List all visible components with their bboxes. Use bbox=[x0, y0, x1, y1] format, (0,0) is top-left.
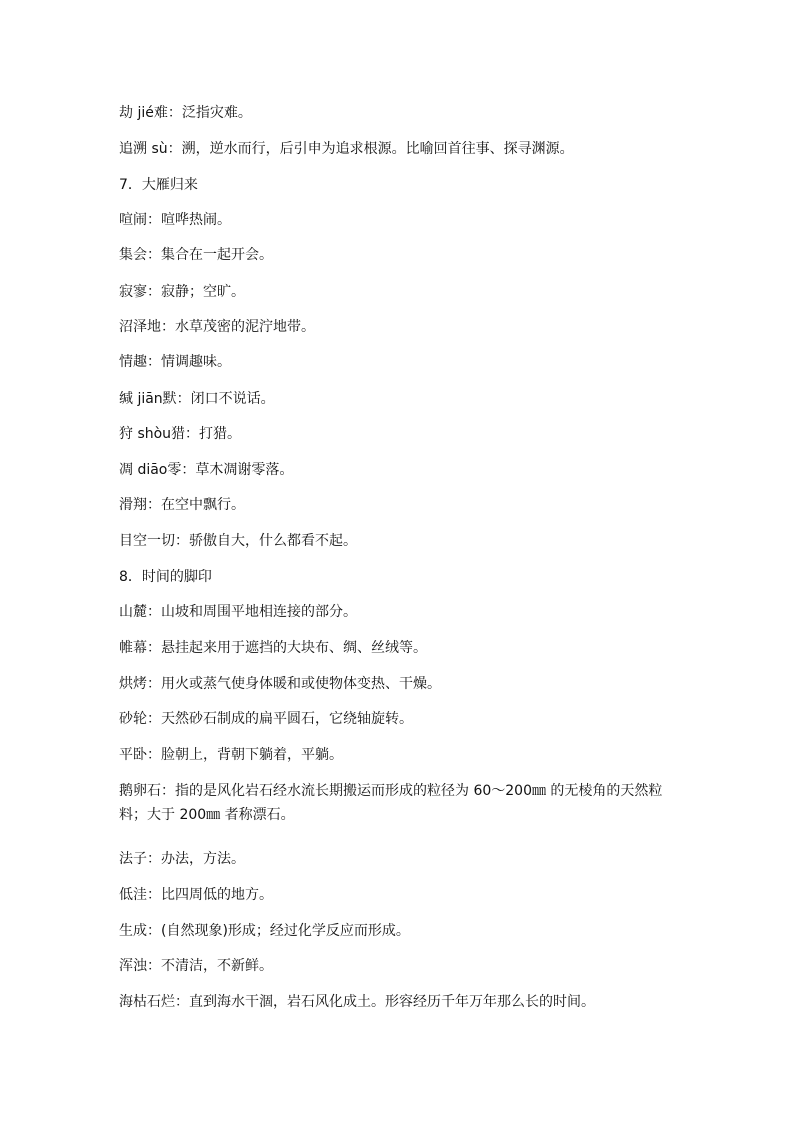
entry-hongkao: 烘烤：用火或蒸气使身体暖和或使物体变热、干燥。 bbox=[119, 676, 441, 692]
entry-shengcheng: 生成：(自然现象)形成；经过化学反应而形成。 bbox=[119, 923, 410, 939]
entry-shoulie: 狩 shòu猎：打猎。 bbox=[119, 426, 242, 442]
section-heading-8: 8．时间的脚印 bbox=[119, 569, 212, 585]
entry-pingwo: 平卧：脸朝上，背朝下躺着，平躺。 bbox=[119, 747, 343, 763]
entry-weimu: 帷幕：悬挂起来用于遮挡的大块布、绸、丝绒等。 bbox=[119, 640, 427, 656]
entry-jianmo: 缄 jiān默：闭口不说话。 bbox=[119, 391, 275, 407]
entry-fazi: 法子：办法，方法。 bbox=[119, 851, 245, 867]
entry-jihui: 集会：集合在一起开会。 bbox=[119, 247, 273, 263]
entry-xuannao: 喧闹：喧哗热闹。 bbox=[119, 212, 231, 228]
entry-zhuisu: 追溯 sù：溯，逆水而行，后引申为追求根源。比喻回首往事、探寻渊源。 bbox=[119, 141, 574, 157]
entry-diwa: 低洼：比四周低的地方。 bbox=[119, 887, 273, 903]
entry-hunzhuo: 浑浊：不清洁，不新鲜。 bbox=[119, 958, 273, 974]
section-heading-7: 7．大雁归来 bbox=[119, 177, 198, 193]
entry-mukongyiqie: 目空一切：骄傲自大，什么都看不起。 bbox=[119, 533, 357, 549]
entry-shalun: 砂轮：天然砂石制成的扁平圆石，它绕轴旋转。 bbox=[119, 711, 413, 727]
entry-huaxiang: 滑翔：在空中飘行。 bbox=[119, 497, 245, 513]
entry-eluanshi: 鹅卵石：指的是风化岩石经水流长期搬运而形成的粒径为 60～200㎜ 的无棱角的天然粒料；大于 200㎜ 者称漂石。 bbox=[119, 783, 663, 823]
entry-haikushilan: 海枯石烂：直到海水干涸，岩石风化成土。形容经历千年万年那么长的时间。 bbox=[119, 994, 595, 1010]
entry-diaoling: 凋 diāo零：草木凋谢零落。 bbox=[119, 462, 294, 478]
entry-qingqu: 情趣：情调趣味。 bbox=[119, 354, 231, 370]
document-page bbox=[119, 0, 689, 1123]
entry-zhaozedi: 沼泽地：水草茂密的泥泞地带。 bbox=[119, 319, 315, 335]
entry-shanlu: 山麓：山坡和周围平地相连接的部分。 bbox=[119, 604, 357, 620]
entry-jienan: 劫 jié难：泛指灾难。 bbox=[119, 105, 252, 121]
entry-jiliao: 寂寥：寂静；空旷。 bbox=[119, 284, 245, 300]
